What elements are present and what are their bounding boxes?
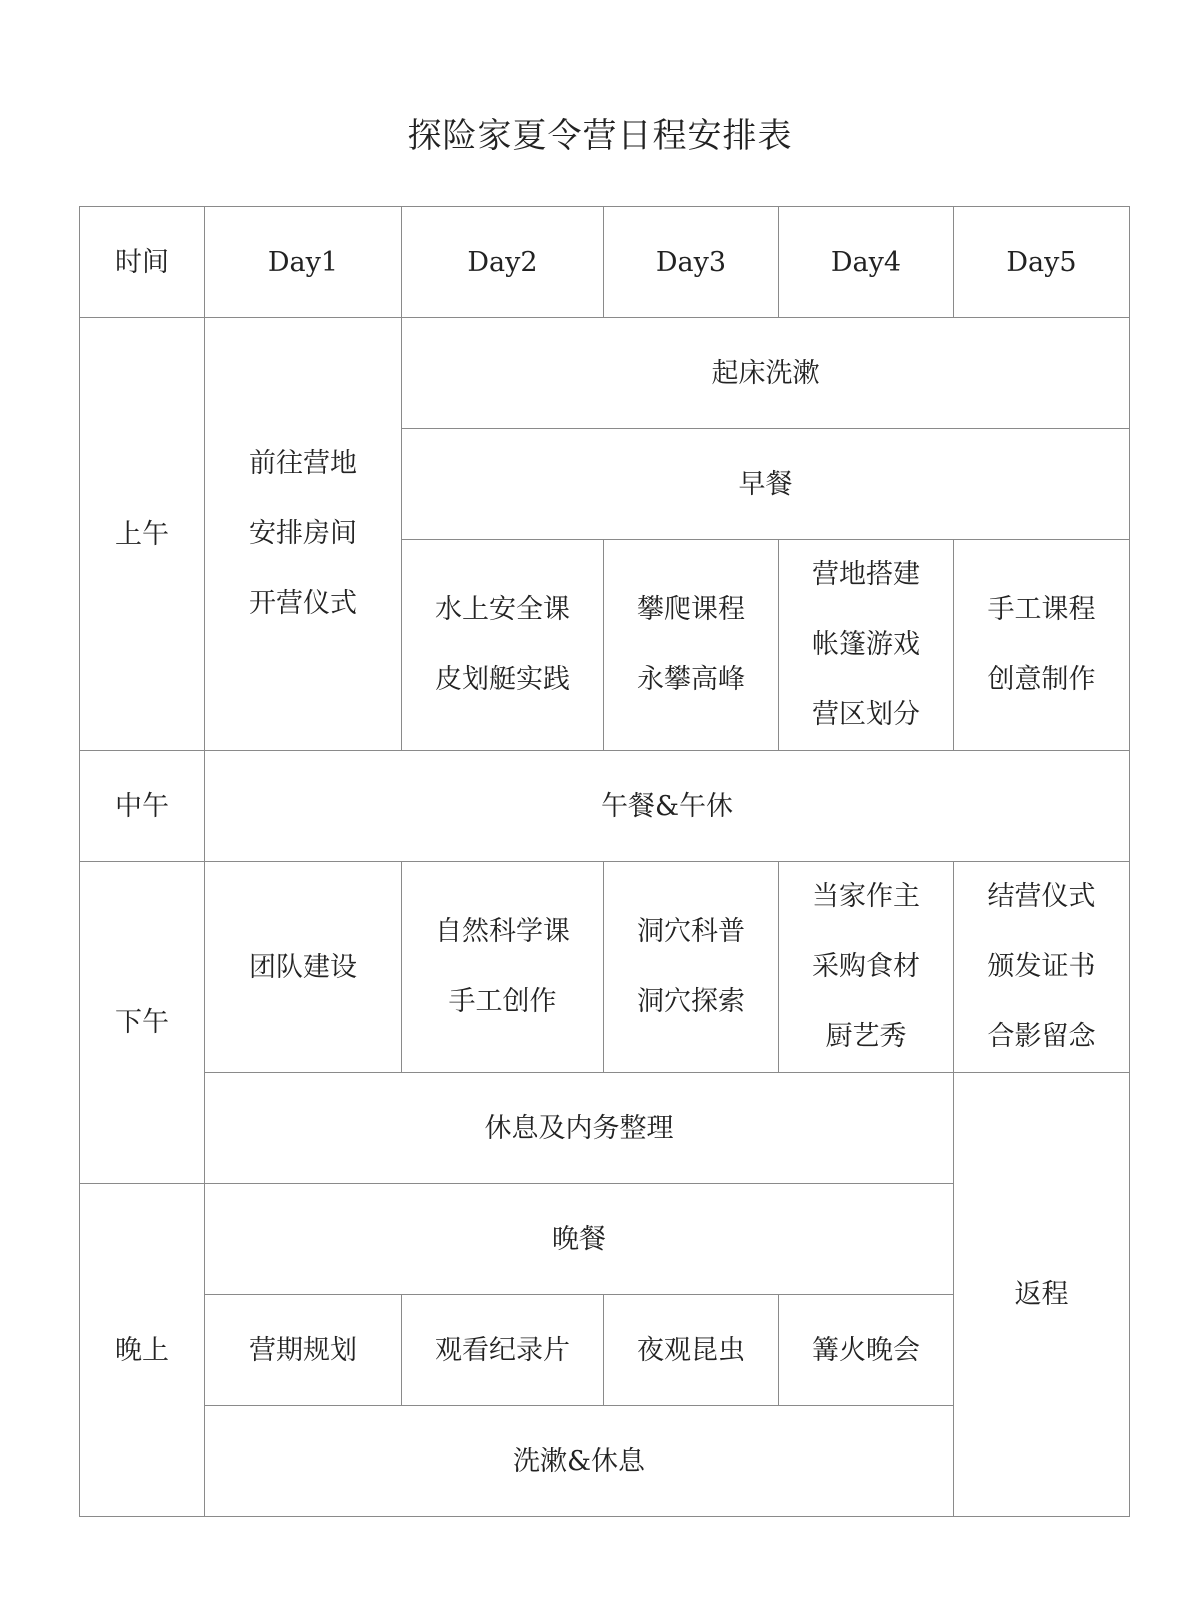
evening-day3-cell: 夜观昆虫 — [604, 1295, 779, 1406]
afternoon-day2-cell — [402, 862, 604, 1073]
morning-day3-cell — [604, 540, 779, 751]
afternoon-day1-cell: 团队建设 — [205, 862, 402, 1073]
afternoon-day3-cell — [604, 862, 779, 1073]
morning-day1-line: 安排房间 — [249, 518, 357, 549]
afternoon-row-activities — [80, 862, 1130, 1073]
morning-day5-line: 手工课程 — [987, 594, 1096, 625]
morning-day1-cell — [205, 318, 402, 751]
breakfast-cell: 早餐 — [402, 429, 1130, 540]
rest-cleanup-cell: 休息及内务整理 — [205, 1073, 954, 1184]
evening-day4-cell: 篝火晚会 — [779, 1295, 954, 1406]
afternoon-day5-line: 结营仪式 — [987, 881, 1096, 912]
lunch-rest-cell: 午餐&午休 — [205, 751, 1130, 862]
period-noon: 中午 — [80, 751, 205, 862]
evening-day2-cell: 观看纪录片 — [402, 1295, 604, 1406]
afternoon-day4-cell — [779, 862, 954, 1073]
schedule-table — [79, 206, 1130, 1517]
afternoon-day2-line: 手工创作 — [448, 986, 557, 1017]
wake-up-cell: 起床洗漱 — [402, 318, 1130, 429]
morning-day2-line: 皮划艇实践 — [435, 664, 570, 695]
header-day2: Day2 — [402, 207, 604, 318]
return-cell: 返程 — [954, 1073, 1130, 1517]
header-day3: Day3 — [604, 207, 779, 318]
morning-day4-line: 帐篷游戏 — [812, 629, 920, 660]
morning-day5-line: 创意制作 — [987, 664, 1096, 695]
afternoon-day4-line: 当家作主 — [812, 881, 920, 912]
morning-day1-line: 前往营地 — [249, 448, 357, 479]
afternoon-day2-line: 自然科学课 — [435, 916, 570, 947]
morning-day2-cell — [402, 540, 604, 751]
morning-day3-line: 攀爬课程 — [637, 594, 745, 625]
period-afternoon: 下午 — [80, 862, 205, 1184]
afternoon-day3-line: 洞穴探索 — [637, 986, 745, 1017]
header-row — [80, 207, 1130, 318]
afternoon-day4-line: 采购食材 — [812, 951, 920, 982]
afternoon-day5-line: 颁发证书 — [987, 951, 1096, 982]
period-morning: 上午 — [80, 318, 205, 751]
morning-day4-line: 营地搭建 — [812, 559, 920, 590]
afternoon-row-rest — [80, 1073, 1130, 1184]
morning-day4-cell — [779, 540, 954, 751]
morning-day4-line: 营区划分 — [812, 699, 920, 730]
afternoon-day3-line: 洞穴科普 — [637, 916, 745, 947]
morning-day5-cell — [954, 540, 1130, 751]
header-day1: Day1 — [205, 207, 402, 318]
morning-day3-line: 永攀高峰 — [637, 664, 745, 695]
header-day5: Day5 — [954, 207, 1130, 318]
evening-day1-cell: 营期规划 — [205, 1295, 402, 1406]
afternoon-day4-line: 厨艺秀 — [825, 1021, 907, 1052]
afternoon-day5-cell — [954, 862, 1130, 1073]
morning-day2-line: 水上安全课 — [435, 594, 570, 625]
header-day4: Day4 — [779, 207, 954, 318]
period-evening: 晚上 — [80, 1184, 205, 1517]
page-title: 探险家夏令营日程安排表 — [407, 116, 793, 156]
header-time: 时间 — [80, 207, 205, 318]
wash-rest-cell: 洗漱&休息 — [205, 1406, 954, 1517]
dinner-cell: 晚餐 — [205, 1184, 954, 1295]
noon-row — [80, 751, 1130, 862]
morning-row-wake — [80, 318, 1130, 429]
morning-day1-line: 开营仪式 — [249, 588, 357, 619]
afternoon-day5-line: 合影留念 — [987, 1021, 1096, 1052]
